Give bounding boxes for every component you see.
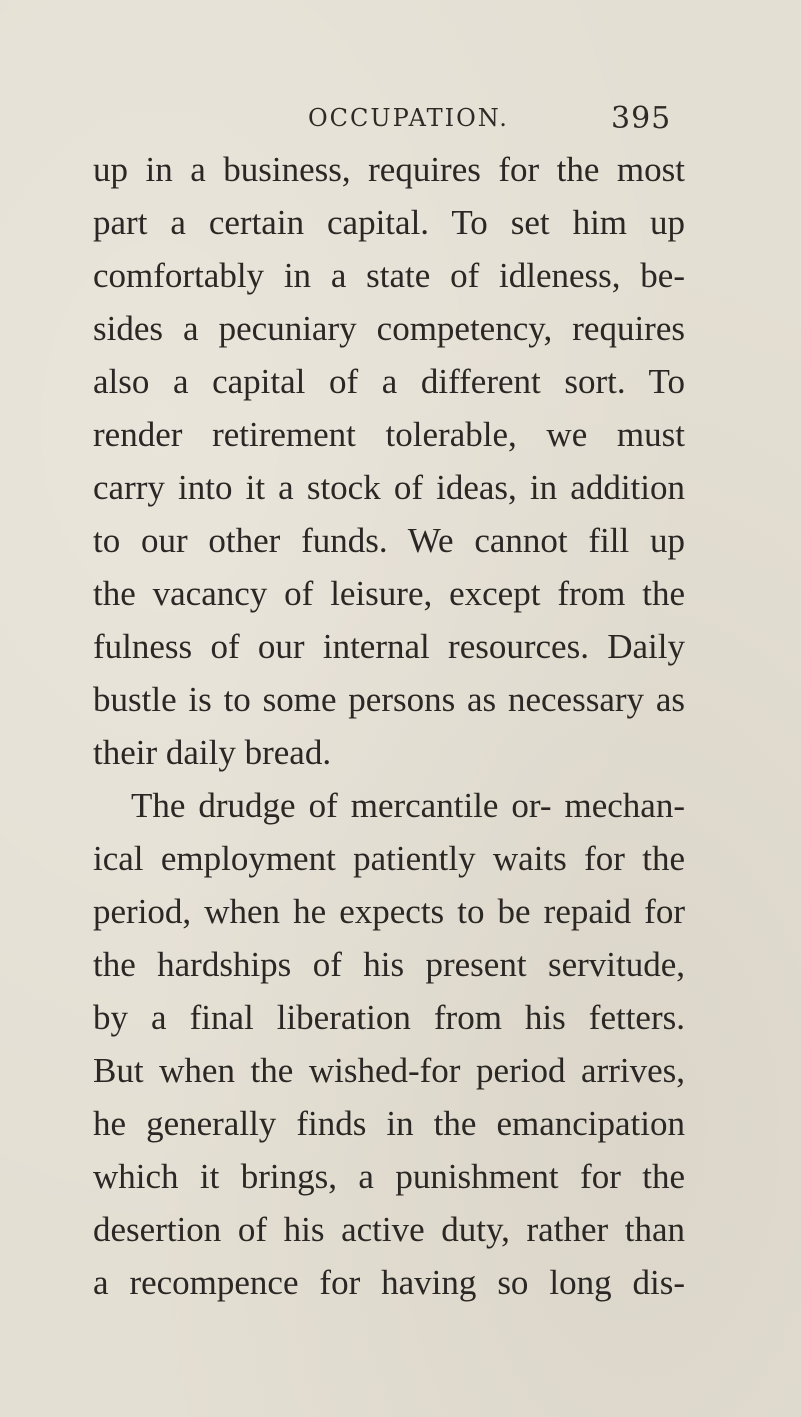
running-title: OCCUPATION. [308, 104, 509, 132]
text-line: The drudge of mercantile or- mechan- [131, 786, 685, 825]
text-line: desertion of his active duty, rather than [93, 1210, 685, 1249]
text-line: But when the wished-for period arrives, [93, 1051, 685, 1090]
text-line: render retirement tolerable, we must [93, 415, 685, 454]
text-line: carry into it a stock of ideas, in addition [93, 468, 685, 507]
text-line: part a certain capital. To set him up [93, 203, 685, 242]
text-line: the vacancy of leisure, except from the [93, 574, 685, 613]
text-line: a recompence for having so long dis- [93, 1263, 685, 1302]
text-line: sides a pecuniary competency, requires [93, 309, 685, 348]
text-line: ical employment patiently waits for the [93, 839, 685, 878]
text-line: the hardships of his present servitude, [93, 945, 685, 984]
page-number: 395 [611, 101, 672, 136]
text-line: by a final liberation from his fetters. [93, 998, 685, 1037]
text-line: up in a business, requires for the most [93, 150, 685, 189]
text-line: comfortably in a state of idleness, be- [93, 256, 685, 295]
text-line: fulness of our internal resources. Daily [93, 627, 685, 666]
text-line: also a capital of a different sort. To [93, 362, 685, 401]
text-line: which it brings, a punishment for the [93, 1157, 685, 1196]
text-line: bustle is to some persons as necessary as [93, 680, 685, 719]
text-line: their daily bread. [93, 733, 332, 772]
text-line: period, when he expects to be repaid for [93, 892, 685, 931]
running-head [0, 101, 801, 144]
text-line: to our other funds. We cannot fill up [93, 521, 685, 560]
text-line: he generally finds in the emancipation [93, 1104, 685, 1143]
